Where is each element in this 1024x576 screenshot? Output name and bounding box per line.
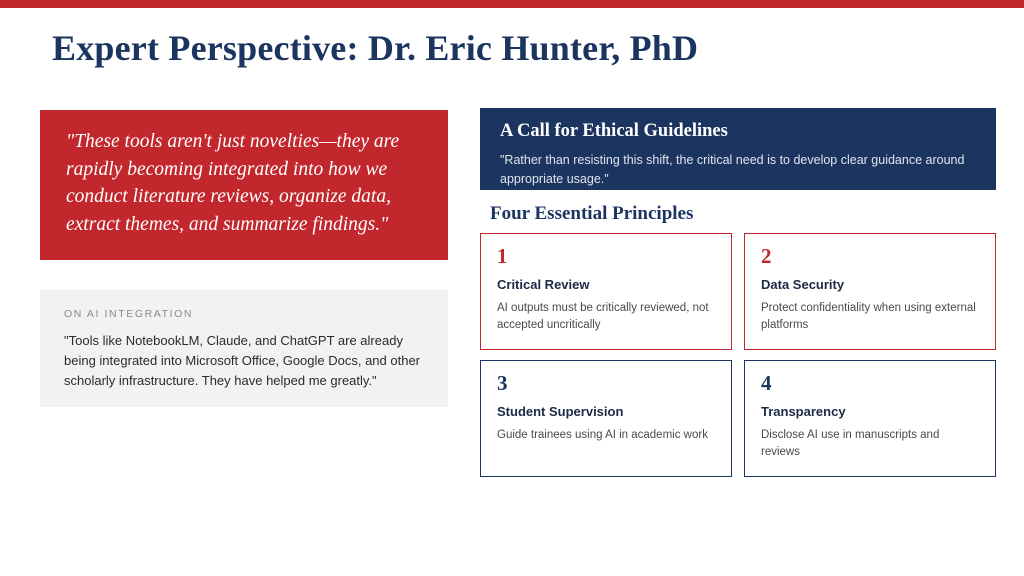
- principle-card-3: [480, 360, 732, 477]
- pull-quote-text: "These tools aren't just novelties—they are rapidly becoming integrated into how we conduct literature reviews, organize data, extract themes, and summarize findings.": [66, 131, 400, 236]
- page-title: Expert Perspective: Dr. Eric Hunter, PhD: [52, 28, 699, 68]
- principle-description: Protect confidentiality when using external platforms: [761, 302, 976, 331]
- callout-text: "Rather than resisting this shift, the critical need is to develop clear guidance around appropriate usage.": [500, 153, 965, 186]
- principle-title: Student Supervision: [497, 404, 624, 419]
- principles-heading: Four Essential Principles: [490, 203, 694, 224]
- principles-card-grid: [480, 233, 996, 477]
- note-block: [40, 290, 448, 407]
- principle-description: AI outputs must be critically reviewed, not accepted uncritically: [497, 302, 709, 331]
- callout-title: A Call for Ethical Guidelines: [500, 121, 728, 141]
- principle-title: Transparency: [761, 404, 846, 419]
- principle-number: 1: [497, 244, 508, 268]
- pull-quote-block: [40, 110, 448, 260]
- principle-title: Data Security: [761, 277, 845, 292]
- principle-number: 4: [761, 371, 772, 395]
- principle-description: Guide trainees using AI in academic work: [497, 429, 708, 441]
- note-label: ON AI INTEGRATION: [64, 308, 194, 320]
- principle-card-1: [480, 233, 732, 350]
- principle-number: 3: [497, 371, 508, 395]
- principle-card-4: [744, 360, 996, 477]
- ethical-guidelines-callout: [480, 108, 996, 190]
- note-text: "Tools like NotebookLM, Claude, and ChatGPT are already being integrated into Microsoft Office, Google Docs, and other scholarly infrastructure. They have helped me greatly.": [64, 333, 421, 389]
- principle-title: Critical Review: [497, 277, 590, 292]
- top-accent-bar: [0, 0, 1024, 8]
- principle-card-2: [744, 233, 996, 350]
- principle-number: 2: [761, 244, 772, 268]
- principle-description: Disclose AI use in manuscripts and reviews: [761, 429, 940, 458]
